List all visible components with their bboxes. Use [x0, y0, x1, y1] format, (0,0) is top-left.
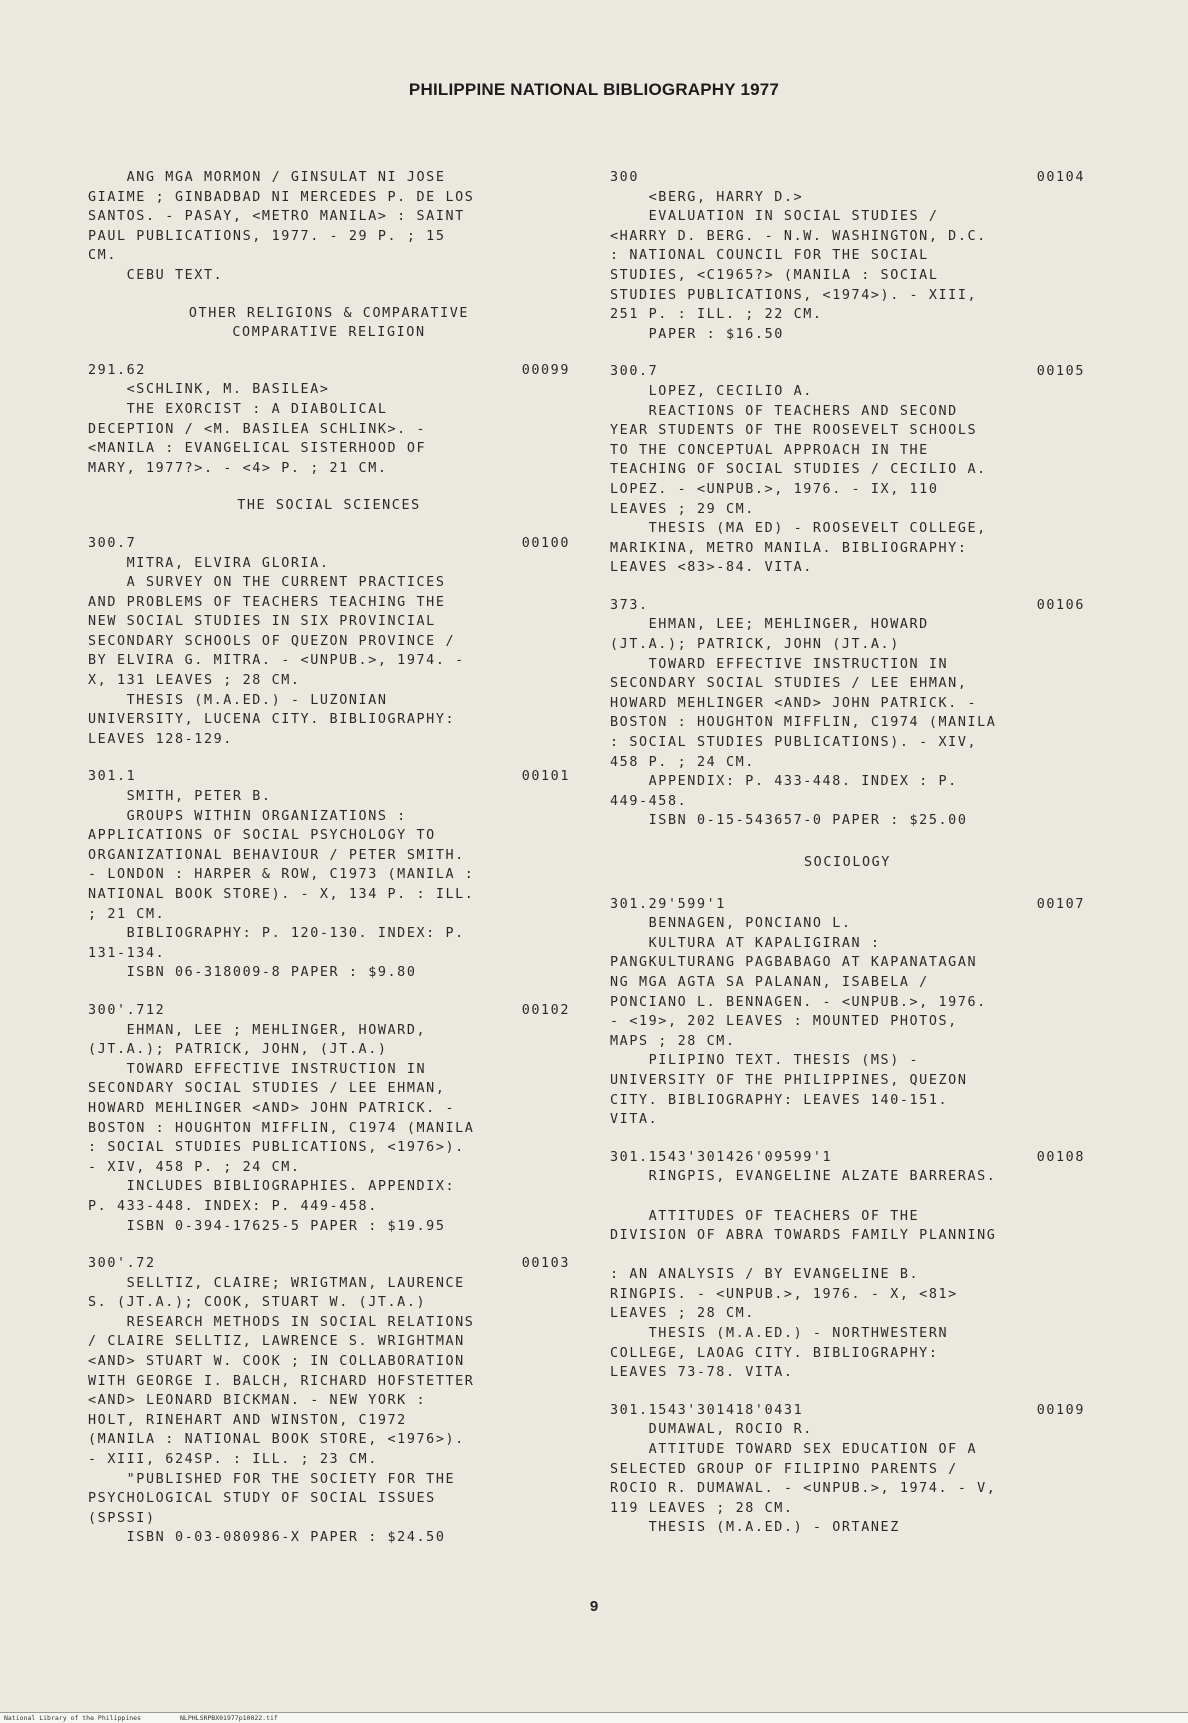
entry-line: THESIS (MA ED) - ROOSEVELT COLLEGE,: [610, 521, 987, 537]
entry-line: LOPEZ. - <UNPUB.>, 1976. - IX, 110: [610, 481, 939, 497]
entry-line: COLLEGE, LAOAG CITY. BIBLIOGRAPHY:: [610, 1345, 939, 1361]
entry-line: (JT.A.); PATRICK, JOHN, (JT.A.): [88, 1042, 388, 1058]
entry-line: ATTITUDES OF TEACHERS OF THE: [610, 1208, 920, 1224]
section-heading-social-sciences: THE SOCIAL SCIENCES: [237, 498, 421, 514]
entry-line: 119 LEAVES ; 28 CM.: [610, 1500, 794, 1516]
entry-line: TOWARD EFFECTIVE INSTRUCTION IN: [88, 1061, 427, 1077]
entry-line: MITRA, ELVIRA GLORIA.: [88, 555, 330, 571]
entry-line: <BERG, HARRY D.>: [610, 189, 804, 205]
class-number: 301.1543'301426'09599'1: [610, 1149, 833, 1165]
entry-line: STUDIES, <C1965?> (MANILA : SOCIAL: [610, 267, 939, 283]
entry-line: SECONDARY SOCIAL STUDIES / LEE EHMAN,: [88, 1081, 446, 1097]
entry-line: EHMAN, LEE ; MEHLINGER, HOWARD,: [88, 1022, 427, 1038]
class-number: 300.7: [610, 364, 659, 380]
left-column: [88, 168, 570, 1566]
bibliography-entry: [88, 1254, 570, 1548]
entry-line: ORGANIZATIONAL BEHAVIOUR / PETER SMITH.: [88, 847, 465, 863]
entry-line: NG MGA AGTA SA PALANAN, ISABELA /: [610, 974, 929, 990]
entry-line: 251 P. : ILL. ; 22 CM.: [610, 307, 823, 323]
right-entries-1: [610, 168, 1085, 831]
right-entries-2: [610, 895, 1085, 1538]
class-number: 300'.72: [88, 1256, 156, 1272]
entry-line: A SURVEY ON THE CURRENT PRACTICES: [88, 575, 446, 591]
entry-line: GIAIME ; GINBADBAD NI MERCEDES P. DE LOS: [88, 189, 475, 205]
entry-line: TO THE CONCEPTUAL APPROACH IN THE: [610, 442, 929, 458]
entry-line: (SPSSI): [88, 1510, 156, 1526]
entry-line: <AND> STUART W. COOK ; IN COLLABORATION: [88, 1354, 465, 1370]
entry-line: CM.: [88, 248, 117, 264]
entry-line: ANG MGA MORMON / GINSULAT NI JOSE: [88, 170, 446, 185]
class-number: 291.62: [88, 362, 146, 378]
bibliography-entry: [610, 596, 1085, 831]
entry-line: PANGKULTURANG PAGBABAGO AT KAPANATAGAN: [610, 955, 978, 971]
entry-line: RINGPIS. - <UNPUB.>, 1976. - X, <81>: [610, 1286, 958, 1302]
entry-header: [610, 168, 1085, 188]
entry-line: HOWARD MEHLINGER <AND> JOHN PATRICK. -: [610, 695, 978, 711]
entry-line: MAPS ; 28 CM.: [610, 1033, 736, 1049]
section-heading-line: OTHER RELIGIONS & COMPARATIVE: [188, 305, 470, 321]
entry-line: APPLICATIONS OF SOCIAL PSYCHOLOGY TO: [88, 828, 436, 844]
entry-line: SELLTIZ, CLAIRE; WRIGTMAN, LAURENCE: [88, 1275, 465, 1291]
entry-line: "PUBLISHED FOR THE SOCIETY FOR THE: [88, 1471, 456, 1487]
section-heading-line: COMPARATIVE RELIGION: [232, 325, 426, 341]
entry-line: (MANILA : NATIONAL BOOK STORE, <1976>).: [88, 1432, 465, 1448]
entry-line: - <19>, 202 LEAVES : MOUNTED PHOTOS,: [610, 1014, 958, 1030]
entry-line: LOPEZ, CECILIO A.: [610, 383, 813, 399]
entry-line: SELECTED GROUP OF FILIPINO PARENTS /: [610, 1461, 958, 1477]
entry-line: X, 131 LEAVES ; 28 CM.: [88, 673, 301, 689]
entry-number: 00101: [521, 769, 570, 785]
entry-line: LEAVES ; 29 CM.: [610, 501, 755, 517]
entry-header: [610, 1401, 1085, 1421]
entry-header: [88, 1254, 570, 1274]
entry-number: 00100: [521, 535, 570, 551]
class-number: 373.: [610, 597, 649, 613]
entry-line: ISBN 06-318009-8 PAPER : $9.80: [88, 965, 417, 981]
entry-line: 449-458.: [610, 793, 688, 809]
entry-number: 00102: [521, 1002, 570, 1018]
entry-line: S. (JT.A.); COOK, STUART W. (JT.A.): [88, 1295, 427, 1311]
entry-line: SMITH, PETER B.: [88, 789, 272, 805]
bibliography-entry: [88, 767, 570, 983]
page-number: 9: [589, 1598, 599, 1615]
class-number: 301.1543'301418'0431: [610, 1402, 804, 1418]
entry-line: STUDIES PUBLICATIONS, <1974>). - XIII,: [610, 287, 978, 303]
scan-credit-strip: [0, 1712, 1188, 1723]
entry-number: 00105: [1036, 364, 1085, 380]
right-column: [610, 168, 1085, 1556]
entry-line: CITY. BIBLIOGRAPHY: LEAVES 140-151.: [610, 1092, 949, 1108]
entry-line: P. 433-448. INDEX: P. 449-458.: [88, 1198, 378, 1214]
entry-line: THE EXORCIST : A DIABOLICAL: [88, 401, 388, 417]
entry-line: BOSTON : HOUGHTON MIFFLIN, C1974 (MANILA: [88, 1120, 475, 1136]
class-number: 300.7: [88, 535, 137, 551]
entry-line: DIVISION OF ABRA TOWARDS FAMILY PLANNING: [610, 1228, 997, 1244]
entry-line: ATTITUDE TOWARD SEX EDUCATION OF A: [610, 1442, 978, 1458]
entry-line: UNIVERSITY, LUCENA CITY. BIBLIOGRAPHY:: [88, 712, 456, 728]
entry-line: EVALUATION IN SOCIAL STUDIES /: [610, 209, 939, 225]
entry-header: [610, 895, 1085, 915]
bibliography-entry: [610, 168, 1085, 344]
entry-line: BY ELVIRA G. MITRA. - <UNPUB.>, 1974. -: [88, 653, 465, 669]
entry-line: 458 P. ; 24 CM.: [610, 754, 755, 770]
entry-line: <HARRY D. BERG. - N.W. WASHINGTON, D.C.: [610, 228, 987, 244]
class-number: 301.29'599'1: [610, 896, 726, 912]
entry-line: HOWARD MEHLINGER <AND> JOHN PATRICK. -: [88, 1100, 456, 1116]
entry-header: [610, 362, 1085, 382]
entry-line: DUMAWAL, ROCIO R.: [610, 1422, 813, 1438]
entry-number: 00107: [1036, 896, 1085, 912]
entry-line: MARY, 1977?>. - <4> P. ; 21 CM.: [88, 460, 388, 476]
entry-line: RINGPIS, EVANGELINE ALZATE BARRERAS.: [610, 1169, 997, 1185]
entry-line: <SCHLINK, M. BASILEA>: [88, 382, 330, 398]
entry-line: ISBN 0-15-543657-0 PAPER : $25.00: [610, 813, 968, 829]
bibliography-entry: [610, 895, 1085, 1130]
entry-line: ISBN 0-394-17625-5 PAPER : $19.95: [88, 1218, 446, 1234]
entry-line: : SOCIAL STUDIES PUBLICATIONS). - XIV,: [610, 735, 978, 751]
entry-number: 00104: [1036, 170, 1085, 185]
left-entries-2: [88, 534, 570, 1548]
entry-line: LEAVES 73-78. VITA.: [610, 1365, 794, 1381]
entry-number: 00109: [1036, 1402, 1085, 1418]
entry-number: 00106: [1036, 597, 1085, 613]
entry-line: LEAVES <83>-84. VITA.: [610, 560, 813, 576]
entry-line: PILIPINO TEXT. THESIS (MS) -: [610, 1053, 920, 1069]
entry-line: REACTIONS OF TEACHERS AND SECOND: [610, 403, 958, 419]
entry-line: WITH GEORGE I. BALCH, RICHARD HOFSTETTER: [88, 1373, 475, 1389]
entry-line: BOSTON : HOUGHTON MIFFLIN, C1974 (MANILA: [610, 715, 997, 731]
entry-line: AND PROBLEMS OF TEACHERS TEACHING THE: [88, 594, 446, 610]
entry-header: [88, 361, 570, 381]
entry-line: BIBLIOGRAPHY: P. 120-130. INDEX: P.: [88, 926, 465, 942]
entry-line: CEBU TEXT.: [88, 267, 224, 283]
entry-line: ; 21 CM.: [88, 906, 166, 922]
page-title: PHILIPPINE NATIONAL BIBLIOGRAPHY 1977: [408, 80, 780, 99]
entry-line: NATIONAL BOOK STORE). - X, 134 P. : ILL.: [88, 887, 475, 902]
intro-entry: [88, 168, 570, 286]
bibliography-entry: [610, 1148, 1085, 1383]
section-heading-sociology: SOCIOLOGY: [804, 855, 891, 870]
entry-line: INCLUDES BIBLIOGRAPHIES. APPENDIX:: [88, 1179, 456, 1195]
entry-line: PAPER : $16.50: [610, 326, 784, 342]
section-heading-religion: [88, 304, 570, 343]
entry-line: BENNAGEN, PONCIANO L.: [610, 916, 852, 932]
entry-line: LEAVES ; 28 CM.: [610, 1306, 755, 1322]
entry-line: (JT.A.); PATRICK, JOHN (JT.A.): [610, 637, 900, 653]
entry-line: RESEARCH METHODS IN SOCIAL RELATIONS: [88, 1314, 475, 1330]
entry-line: : AN ANALYSIS / BY EVANGELINE B.: [610, 1267, 920, 1283]
class-number: 301.1: [88, 769, 137, 785]
entry-line: VITA.: [610, 1112, 659, 1128]
entry-line: HOLT, RINEHART AND WINSTON, C1972: [88, 1412, 407, 1428]
entry-line: KULTURA AT KAPALIGIRAN :: [610, 935, 881, 951]
entry-header: [88, 767, 570, 787]
entry-line: : SOCIAL STUDIES PUBLICATIONS, <1976>).: [88, 1140, 465, 1156]
entry-line: TOWARD EFFECTIVE INSTRUCTION IN: [610, 656, 949, 672]
entry-line: MARIKINA, METRO MANILA. BIBLIOGRAPHY:: [610, 540, 968, 556]
left-entries-1: [88, 361, 570, 479]
entry-line: PONCIANO L. BENNAGEN. - <UNPUB.>, 1976.: [610, 994, 987, 1010]
entry-line: [610, 1246, 1085, 1266]
entry-line: YEAR STUDENTS OF THE ROOSEVELT SCHOOLS: [610, 423, 978, 439]
bibliography-entry: [610, 1401, 1085, 1538]
entry-line: PAUL PUBLICATIONS, 1977. - 29 P. ; 15: [88, 228, 446, 244]
entry-line: - XIV, 458 P. ; 24 CM.: [88, 1159, 301, 1175]
entry-number: 00108: [1036, 1149, 1085, 1165]
entry-line: <MANILA : EVANGELICAL SISTERHOOD OF: [88, 441, 427, 457]
entry-line: / CLAIRE SELLTIZ, LAWRENCE S. WRIGHTMAN: [88, 1334, 465, 1350]
entry-line: [610, 1187, 1085, 1207]
entry-number: 00099: [521, 362, 570, 378]
entry-line: DECEPTION / <M. BASILEA SCHLINK>. -: [88, 421, 427, 437]
scan-file: NLPHLSRPBX01977p10022.tif: [180, 1714, 278, 1722]
entry-header: [88, 1001, 570, 1021]
entry-line: ROCIO R. DUMAWAL. - <UNPUB.>, 1974. - V,: [610, 1481, 997, 1497]
bibliography-entry: [88, 1001, 570, 1236]
entry-number: 00103: [521, 1256, 570, 1272]
entry-line: UNIVERSITY OF THE PHILIPPINES, QUEZON: [610, 1072, 968, 1088]
entry-line: THESIS (M.A.ED.) - NORTHWESTERN: [610, 1326, 949, 1342]
entry-line: TEACHING OF SOCIAL STUDIES / CECILIO A.: [610, 462, 987, 478]
entry-line: <AND> LEONARD BICKMAN. - NEW YORK :: [88, 1393, 427, 1409]
entry-line: - XIII, 624SP. : ILL. ; 23 CM.: [88, 1452, 378, 1468]
entry-line: APPENDIX: P. 433-448. INDEX : P.: [610, 774, 958, 790]
class-number: 300'.712: [88, 1002, 166, 1018]
entry-header: [610, 596, 1085, 616]
bibliography-entry: [88, 534, 570, 750]
entry-header: [88, 534, 570, 554]
entry-line: SECONDARY SCHOOLS OF QUEZON PROVINCE /: [88, 633, 456, 649]
entry-line: GROUPS WITHIN ORGANIZATIONS :: [88, 808, 407, 824]
entry-line: - LONDON : HARPER & ROW, C1973 (MANILA :: [88, 867, 475, 883]
entry-line: SANTOS. - PASAY, <METRO MANILA> : SAINT: [88, 209, 465, 225]
entry-header: [610, 1148, 1085, 1168]
bibliography-entry: [88, 361, 570, 479]
entry-line: LEAVES 128-129.: [88, 731, 233, 747]
entry-line: 131-134.: [88, 945, 166, 961]
bibliography-entry: [610, 362, 1085, 578]
scan-credit: National Library of the Philippines: [4, 1714, 141, 1722]
entry-line: ISBN 0-03-080986-X PAPER : $24.50: [88, 1530, 446, 1546]
entry-line: PSYCHOLOGICAL STUDY OF SOCIAL ISSUES: [88, 1491, 436, 1507]
entry-line: THESIS (M.A.ED.) - LUZONIAN: [88, 692, 388, 708]
class-number: 300: [610, 170, 639, 185]
entry-line: : NATIONAL COUNCIL FOR THE SOCIAL: [610, 248, 929, 264]
entry-line: THESIS (M.A.ED.) - ORTANEZ: [610, 1520, 900, 1536]
entry-line: SECONDARY SOCIAL STUDIES / LEE EHMAN,: [610, 676, 968, 692]
entry-line: EHMAN, LEE; MEHLINGER, HOWARD: [610, 617, 929, 633]
entry-line: NEW SOCIAL STUDIES IN SIX PROVINCIAL: [88, 614, 436, 630]
